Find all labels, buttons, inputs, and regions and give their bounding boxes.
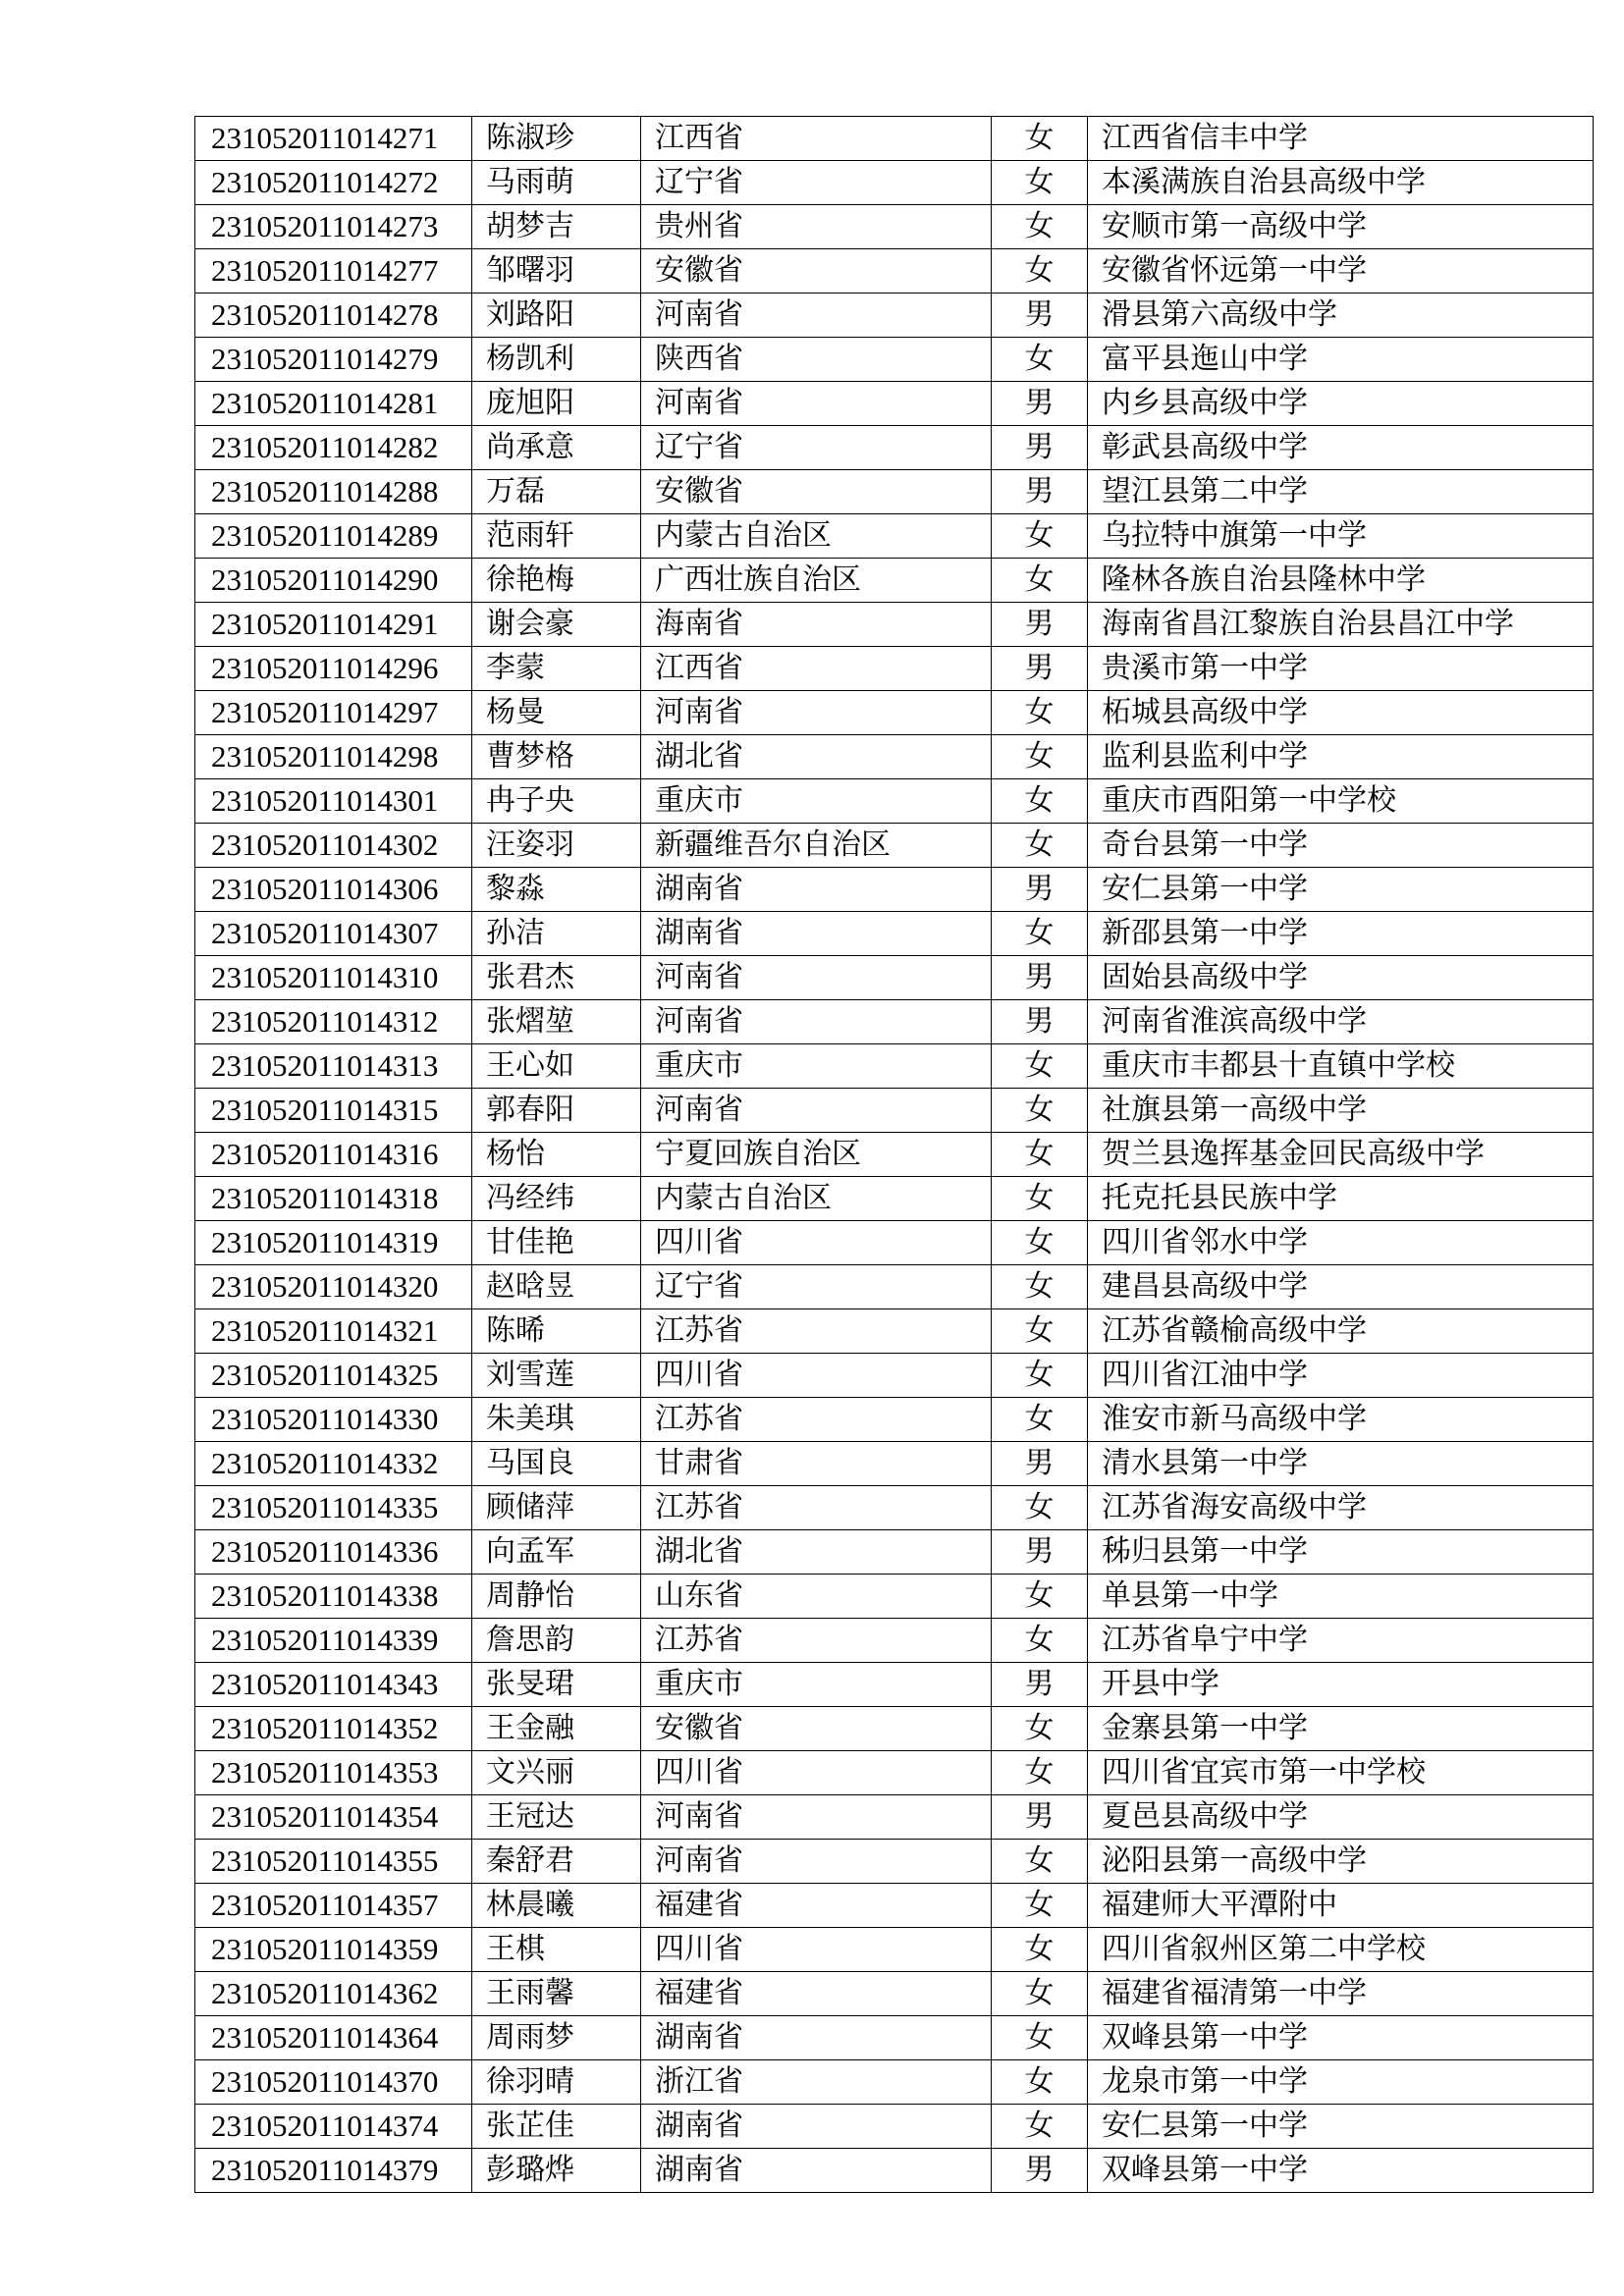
gender-cell: 女 (992, 1972, 1088, 2016)
roster-body (195, 117, 1594, 2193)
gender-cell: 女 (992, 1398, 1088, 1442)
gender-cell: 女 (992, 1575, 1088, 1619)
student-id-cell: 231052011014364 (195, 2016, 472, 2060)
school-cell: 社旗县第一高级中学 (1088, 1089, 1594, 1133)
student-name-cell: 万磊 (472, 470, 641, 514)
table-row (195, 691, 1594, 735)
gender-cell: 女 (992, 824, 1088, 868)
province-cell: 重庆市 (641, 1663, 992, 1707)
student-name-cell: 曹梦格 (472, 735, 641, 779)
student-name-cell: 孙洁 (472, 912, 641, 956)
student-name-cell: 王金融 (472, 1707, 641, 1751)
student-name-cell: 汪姿羽 (472, 824, 641, 868)
school-cell: 金寨县第一中学 (1088, 1707, 1594, 1751)
table-row (195, 1972, 1594, 2016)
province-cell: 湖南省 (641, 868, 992, 912)
student-id-cell: 231052011014271 (195, 117, 472, 161)
province-cell: 湖北省 (641, 1530, 992, 1575)
school-cell: 清水县第一中学 (1088, 1442, 1594, 1486)
gender-cell: 男 (992, 1442, 1088, 1486)
gender-cell: 男 (992, 382, 1088, 426)
province-cell: 四川省 (641, 1751, 992, 1795)
student-name-cell: 向孟军 (472, 1530, 641, 1575)
table-row (195, 912, 1594, 956)
gender-cell: 女 (992, 338, 1088, 382)
gender-cell: 女 (992, 514, 1088, 559)
student-id-cell: 231052011014318 (195, 1177, 472, 1221)
table-row (195, 1398, 1594, 1442)
table-row (195, 559, 1594, 603)
school-cell: 四川省江油中学 (1088, 1354, 1594, 1398)
school-cell: 安顺市第一高级中学 (1088, 205, 1594, 249)
student-id-cell: 231052011014362 (195, 1972, 472, 2016)
student-name-cell: 张熠堃 (472, 1000, 641, 1044)
student-id-cell: 231052011014289 (195, 514, 472, 559)
province-cell: 四川省 (641, 1354, 992, 1398)
student-id-cell: 231052011014279 (195, 338, 472, 382)
table-row (195, 824, 1594, 868)
school-cell: 夏邑县高级中学 (1088, 1795, 1594, 1840)
student-id-cell: 231052011014353 (195, 1751, 472, 1795)
gender-cell: 女 (992, 1221, 1088, 1265)
school-cell: 河南省淮滨高级中学 (1088, 1000, 1594, 1044)
student-id-cell: 231052011014278 (195, 294, 472, 338)
student-name-cell: 赵晗昱 (472, 1265, 641, 1309)
province-cell: 山东省 (641, 1575, 992, 1619)
student-id-cell: 231052011014359 (195, 1928, 472, 1972)
province-cell: 江苏省 (641, 1398, 992, 1442)
student-name-cell: 郭春阳 (472, 1089, 641, 1133)
student-id-cell: 231052011014291 (195, 603, 472, 647)
school-cell: 望江县第二中学 (1088, 470, 1594, 514)
student-id-cell: 231052011014302 (195, 824, 472, 868)
gender-cell: 女 (992, 249, 1088, 294)
student-id-cell: 231052011014306 (195, 868, 472, 912)
school-cell: 建昌县高级中学 (1088, 1265, 1594, 1309)
school-cell: 江西省信丰中学 (1088, 117, 1594, 161)
table-row (195, 2105, 1594, 2149)
student-name-cell: 杨凯利 (472, 338, 641, 382)
student-name-cell: 徐羽晴 (472, 2060, 641, 2105)
gender-cell: 女 (992, 161, 1088, 205)
gender-cell: 女 (992, 2105, 1088, 2149)
table-row (195, 1575, 1594, 1619)
table-row (195, 249, 1594, 294)
table-row (195, 1663, 1594, 1707)
table-row (195, 117, 1594, 161)
student-name-cell: 李蒙 (472, 647, 641, 691)
province-cell: 河南省 (641, 1840, 992, 1884)
gender-cell: 男 (992, 868, 1088, 912)
province-cell: 安徽省 (641, 470, 992, 514)
student-id-cell: 231052011014315 (195, 1089, 472, 1133)
table-row (195, 426, 1594, 470)
student-name-cell: 刘雪莲 (472, 1354, 641, 1398)
student-name-cell: 周静怡 (472, 1575, 641, 1619)
gender-cell: 女 (992, 117, 1088, 161)
student-id-cell: 231052011014272 (195, 161, 472, 205)
province-cell: 安徽省 (641, 1707, 992, 1751)
student-id-cell: 231052011014330 (195, 1398, 472, 1442)
student-id-cell: 231052011014336 (195, 1530, 472, 1575)
student-name-cell: 王冠达 (472, 1795, 641, 1840)
student-id-cell: 231052011014319 (195, 1221, 472, 1265)
student-name-cell: 徐艳梅 (472, 559, 641, 603)
student-id-cell: 231052011014313 (195, 1044, 472, 1089)
student-id-cell: 231052011014307 (195, 912, 472, 956)
student-name-cell: 范雨轩 (472, 514, 641, 559)
province-cell: 湖南省 (641, 2016, 992, 2060)
student-name-cell: 张旻珺 (472, 1663, 641, 1707)
school-cell: 江苏省赣榆高级中学 (1088, 1309, 1594, 1354)
student-id-cell: 231052011014298 (195, 735, 472, 779)
table-row (195, 1309, 1594, 1354)
gender-cell: 女 (992, 1751, 1088, 1795)
table-row (195, 382, 1594, 426)
table-row (195, 1840, 1594, 1884)
table-row (195, 868, 1594, 912)
table-row (195, 2016, 1594, 2060)
school-cell: 淮安市新马高级中学 (1088, 1398, 1594, 1442)
gender-cell: 女 (992, 1486, 1088, 1530)
gender-cell: 女 (992, 1707, 1088, 1751)
school-cell: 四川省邻水中学 (1088, 1221, 1594, 1265)
school-cell: 双峰县第一中学 (1088, 2016, 1594, 2060)
school-cell: 安徽省怀远第一中学 (1088, 249, 1594, 294)
school-cell: 福建省福清第一中学 (1088, 1972, 1594, 2016)
gender-cell: 女 (992, 1177, 1088, 1221)
province-cell: 辽宁省 (641, 161, 992, 205)
province-cell: 安徽省 (641, 249, 992, 294)
student-id-cell: 231052011014338 (195, 1575, 472, 1619)
school-cell: 乌拉特中旗第一中学 (1088, 514, 1594, 559)
student-name-cell: 张芷佳 (472, 2105, 641, 2149)
province-cell: 辽宁省 (641, 1265, 992, 1309)
school-cell: 彰武县高级中学 (1088, 426, 1594, 470)
student-id-cell: 231052011014320 (195, 1265, 472, 1309)
school-cell: 柘城县高级中学 (1088, 691, 1594, 735)
school-cell: 秭归县第一中学 (1088, 1530, 1594, 1575)
province-cell: 河南省 (641, 691, 992, 735)
gender-cell: 女 (992, 1133, 1088, 1177)
province-cell: 河南省 (641, 294, 992, 338)
student-name-cell: 杨怡 (472, 1133, 641, 1177)
province-cell: 江苏省 (641, 1619, 992, 1663)
table-row (195, 1486, 1594, 1530)
province-cell: 广西壮族自治区 (641, 559, 992, 603)
province-cell: 重庆市 (641, 779, 992, 824)
school-cell: 托克托县民族中学 (1088, 1177, 1594, 1221)
student-name-cell: 顾储萍 (472, 1486, 641, 1530)
student-id-cell: 231052011014325 (195, 1354, 472, 1398)
table-row (195, 1177, 1594, 1221)
student-name-cell: 胡梦吉 (472, 205, 641, 249)
student-name-cell: 詹思韵 (472, 1619, 641, 1663)
table-row (195, 2060, 1594, 2105)
school-cell: 新邵县第一中学 (1088, 912, 1594, 956)
province-cell: 湖南省 (641, 2149, 992, 2193)
school-cell: 单县第一中学 (1088, 1575, 1594, 1619)
province-cell: 新疆维吾尔自治区 (641, 824, 992, 868)
gender-cell: 女 (992, 205, 1088, 249)
province-cell: 海南省 (641, 603, 992, 647)
school-cell: 江苏省海安高级中学 (1088, 1486, 1594, 1530)
table-row (195, 779, 1594, 824)
school-cell: 固始县高级中学 (1088, 956, 1594, 1000)
province-cell: 福建省 (641, 1884, 992, 1928)
student-name-cell: 马国良 (472, 1442, 641, 1486)
student-id-cell: 231052011014281 (195, 382, 472, 426)
student-id-cell: 231052011014277 (195, 249, 472, 294)
school-cell: 四川省宜宾市第一中学校 (1088, 1751, 1594, 1795)
province-cell: 福建省 (641, 1972, 992, 2016)
province-cell: 河南省 (641, 1000, 992, 1044)
province-cell: 内蒙古自治区 (641, 514, 992, 559)
student-id-cell: 231052011014273 (195, 205, 472, 249)
province-cell: 河南省 (641, 1089, 992, 1133)
table-row (195, 1442, 1594, 1486)
school-cell: 安仁县第一中学 (1088, 868, 1594, 912)
table-row (195, 1044, 1594, 1089)
student-name-cell: 冯经纬 (472, 1177, 641, 1221)
student-name-cell: 尚承意 (472, 426, 641, 470)
student-name-cell: 陈晞 (472, 1309, 641, 1354)
student-id-cell: 231052011014310 (195, 956, 472, 1000)
province-cell: 宁夏回族自治区 (641, 1133, 992, 1177)
table-row (195, 1928, 1594, 1972)
school-cell: 双峰县第一中学 (1088, 2149, 1594, 2193)
student-name-cell: 杨曼 (472, 691, 641, 735)
student-id-cell: 231052011014288 (195, 470, 472, 514)
table-row (195, 956, 1594, 1000)
school-cell: 江苏省阜宁中学 (1088, 1619, 1594, 1663)
school-cell: 海南省昌江黎族自治县昌江中学 (1088, 603, 1594, 647)
student-id-cell: 231052011014290 (195, 559, 472, 603)
student-name-cell: 彭璐烨 (472, 2149, 641, 2193)
gender-cell: 女 (992, 779, 1088, 824)
school-cell: 富平县迤山中学 (1088, 338, 1594, 382)
gender-cell: 女 (992, 912, 1088, 956)
student-name-cell: 王雨馨 (472, 1972, 641, 2016)
gender-cell: 女 (992, 1840, 1088, 1884)
gender-cell: 男 (992, 647, 1088, 691)
province-cell: 辽宁省 (641, 426, 992, 470)
school-cell: 开县中学 (1088, 1663, 1594, 1707)
province-cell: 江西省 (641, 117, 992, 161)
school-cell: 四川省叙州区第二中学校 (1088, 1928, 1594, 1972)
gender-cell: 女 (992, 735, 1088, 779)
student-id-cell: 231052011014301 (195, 779, 472, 824)
gender-cell: 女 (992, 1309, 1088, 1354)
student-name-cell: 张君杰 (472, 956, 641, 1000)
gender-cell: 男 (992, 1000, 1088, 1044)
gender-cell: 女 (992, 1265, 1088, 1309)
province-cell: 河南省 (641, 1795, 992, 1840)
student-name-cell: 王心如 (472, 1044, 641, 1089)
gender-cell: 女 (992, 1089, 1088, 1133)
gender-cell: 女 (992, 559, 1088, 603)
gender-cell: 女 (992, 1619, 1088, 1663)
school-cell: 重庆市酉阳第一中学校 (1088, 779, 1594, 824)
student-id-cell: 231052011014343 (195, 1663, 472, 1707)
student-name-cell: 邹曙羽 (472, 249, 641, 294)
gender-cell: 女 (992, 1884, 1088, 1928)
table-row (195, 294, 1594, 338)
table-row (195, 1089, 1594, 1133)
province-cell: 重庆市 (641, 1044, 992, 1089)
table-row (195, 338, 1594, 382)
school-cell: 重庆市丰都县十直镇中学校 (1088, 1044, 1594, 1089)
school-cell: 福建师大平潭附中 (1088, 1884, 1594, 1928)
student-name-cell: 黎淼 (472, 868, 641, 912)
student-name-cell: 庞旭阳 (472, 382, 641, 426)
student-id-cell: 231052011014296 (195, 647, 472, 691)
student-id-cell: 231052011014321 (195, 1309, 472, 1354)
student-name-cell: 谢会豪 (472, 603, 641, 647)
student-id-cell: 231052011014355 (195, 1840, 472, 1884)
table-row (195, 161, 1594, 205)
student-id-cell: 231052011014332 (195, 1442, 472, 1486)
student-name-cell: 文兴丽 (472, 1751, 641, 1795)
province-cell: 内蒙古自治区 (641, 1177, 992, 1221)
table-row (195, 1221, 1594, 1265)
table-row (195, 1000, 1594, 1044)
gender-cell: 女 (992, 691, 1088, 735)
province-cell: 湖北省 (641, 735, 992, 779)
student-name-cell: 秦舒君 (472, 1840, 641, 1884)
school-cell: 内乡县高级中学 (1088, 382, 1594, 426)
table-row (195, 205, 1594, 249)
school-cell: 滑县第六高级中学 (1088, 294, 1594, 338)
province-cell: 浙江省 (641, 2060, 992, 2105)
province-cell: 湖南省 (641, 912, 992, 956)
province-cell: 江西省 (641, 647, 992, 691)
student-id-cell: 231052011014316 (195, 1133, 472, 1177)
student-id-cell: 231052011014354 (195, 1795, 472, 1840)
school-cell: 奇台县第一中学 (1088, 824, 1594, 868)
school-cell: 监利县监利中学 (1088, 735, 1594, 779)
student-id-cell: 231052011014352 (195, 1707, 472, 1751)
student-name-cell: 刘路阳 (472, 294, 641, 338)
table-row (195, 1619, 1594, 1663)
table-row (195, 1884, 1594, 1928)
gender-cell: 男 (992, 1663, 1088, 1707)
table-row (195, 470, 1594, 514)
province-cell: 河南省 (641, 382, 992, 426)
table-row (195, 1530, 1594, 1575)
table-row (195, 1133, 1594, 1177)
province-cell: 陕西省 (641, 338, 992, 382)
table-row (195, 1265, 1594, 1309)
student-id-cell: 231052011014370 (195, 2060, 472, 2105)
gender-cell: 女 (992, 1044, 1088, 1089)
student-name-cell: 陈淑珍 (472, 117, 641, 161)
table-row (195, 647, 1594, 691)
gender-cell: 男 (992, 426, 1088, 470)
gender-cell: 男 (992, 956, 1088, 1000)
table-row (195, 1707, 1594, 1751)
school-cell: 本溪满族自治县高级中学 (1088, 161, 1594, 205)
student-name-cell: 甘佳艳 (472, 1221, 641, 1265)
student-id-cell: 231052011014357 (195, 1884, 472, 1928)
student-id-cell: 231052011014379 (195, 2149, 472, 2193)
gender-cell: 男 (992, 1795, 1088, 1840)
school-cell: 贺兰县逸挥基金回民高级中学 (1088, 1133, 1594, 1177)
student-id-cell: 231052011014297 (195, 691, 472, 735)
province-cell: 四川省 (641, 1928, 992, 1972)
gender-cell: 女 (992, 2060, 1088, 2105)
gender-cell: 男 (992, 294, 1088, 338)
province-cell: 湖南省 (641, 2105, 992, 2149)
student-id-cell: 231052011014312 (195, 1000, 472, 1044)
province-cell: 江苏省 (641, 1309, 992, 1354)
table-row (195, 735, 1594, 779)
student-name-cell: 林晨曦 (472, 1884, 641, 1928)
table-row (195, 1751, 1594, 1795)
student-id-cell: 231052011014282 (195, 426, 472, 470)
student-name-cell: 马雨萌 (472, 161, 641, 205)
student-name-cell: 冉子央 (472, 779, 641, 824)
table-row (195, 1354, 1594, 1398)
province-cell: 四川省 (641, 1221, 992, 1265)
table-row (195, 603, 1594, 647)
gender-cell: 男 (992, 603, 1088, 647)
student-name-cell: 周雨梦 (472, 2016, 641, 2060)
gender-cell: 女 (992, 1354, 1088, 1398)
student-name-cell: 王棋 (472, 1928, 641, 1972)
province-cell: 贵州省 (641, 205, 992, 249)
school-cell: 贵溪市第一中学 (1088, 647, 1594, 691)
table-row (195, 1795, 1594, 1840)
student-name-cell: 朱美琪 (472, 1398, 641, 1442)
student-id-cell: 231052011014339 (195, 1619, 472, 1663)
school-cell: 泌阳县第一高级中学 (1088, 1840, 1594, 1884)
school-cell: 安仁县第一中学 (1088, 2105, 1594, 2149)
school-cell: 隆林各族自治县隆林中学 (1088, 559, 1594, 603)
province-cell: 河南省 (641, 956, 992, 1000)
table-row (195, 2149, 1594, 2193)
school-cell: 龙泉市第一中学 (1088, 2060, 1594, 2105)
roster-table (194, 116, 1594, 2193)
student-id-cell: 231052011014335 (195, 1486, 472, 1530)
gender-cell: 男 (992, 2149, 1088, 2193)
gender-cell: 男 (992, 1530, 1088, 1575)
province-cell: 甘肃省 (641, 1442, 992, 1486)
gender-cell: 女 (992, 1928, 1088, 1972)
student-id-cell: 231052011014374 (195, 2105, 472, 2149)
province-cell: 江苏省 (641, 1486, 992, 1530)
gender-cell: 男 (992, 470, 1088, 514)
table-row (195, 514, 1594, 559)
gender-cell: 女 (992, 2016, 1088, 2060)
